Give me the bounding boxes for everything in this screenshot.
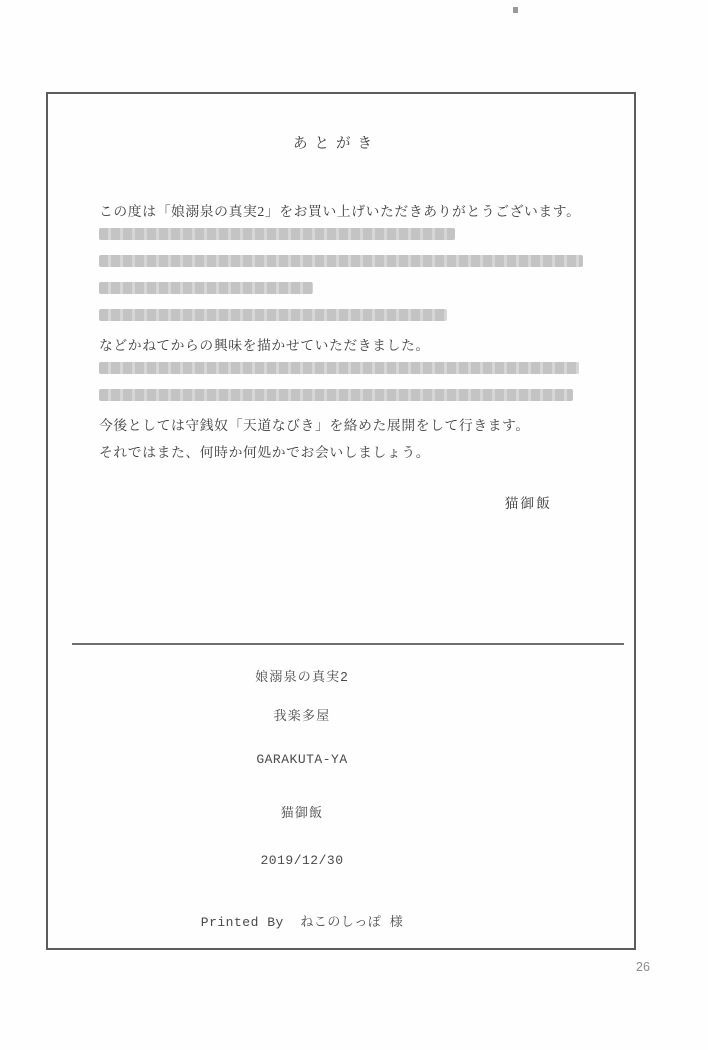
scan-artifact-dot <box>513 7 518 13</box>
body-line: などかねてからの興味を描かせていただきました。 <box>99 337 430 353</box>
colophon-row: 我楽多屋 <box>273 708 331 723</box>
afterword-title: あとがき <box>293 136 379 152</box>
body-line: 今後としては守銭奴「天道なびき」を絡めた展開をして行きます。 <box>99 418 530 434</box>
body-line: この度は「娘溺泉の真実2」をお買い上げいただきありがとうございます。 <box>99 204 581 219</box>
colophon-row: Printed By ねこのしっぽ 様 <box>200 915 404 930</box>
page-number: 26 <box>636 960 650 974</box>
colophon-row: 2019/12/30 <box>260 853 344 868</box>
body-line: それではまた、何時か何処かでお会いしましょう。 <box>99 445 431 461</box>
colophon-row: GARAKUTA-YA <box>256 752 348 767</box>
colophon-block <box>48 94 556 948</box>
author-signature: 猫御飯 <box>504 496 552 511</box>
colophon-row: 猫御飯 <box>280 805 324 820</box>
afterword-frame <box>46 92 636 950</box>
colophon-row: 娘溺泉の真実2 <box>255 669 349 684</box>
